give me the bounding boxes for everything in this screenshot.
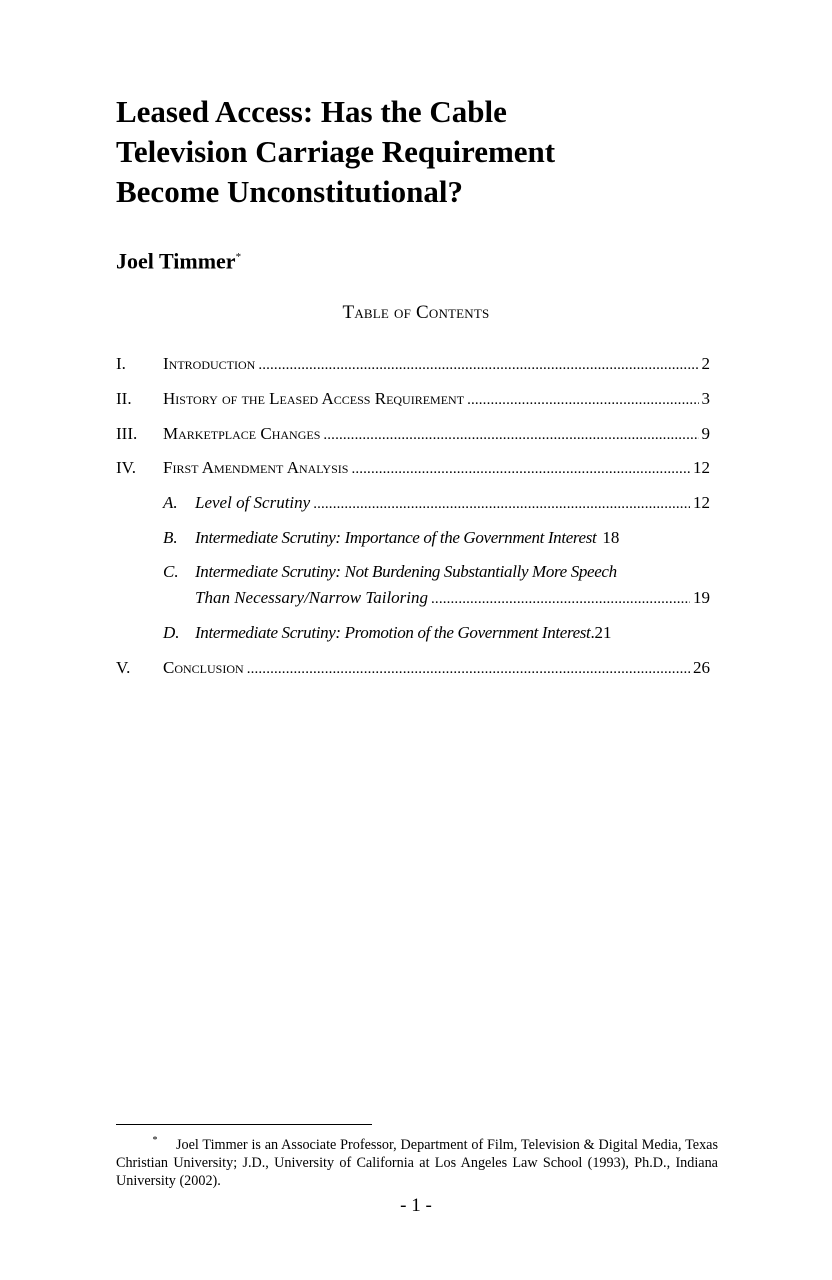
toc-entry-label-continued: Than Necessary/Narrow Tailoring bbox=[195, 588, 429, 607]
toc-entry-page: 21 bbox=[594, 623, 612, 642]
toc-entry-label: Intermediate Scrutiny: Not Burdening Substantially More Speech bbox=[195, 562, 617, 581]
toc-entry-label: History of the Leased Access Requirement bbox=[163, 389, 465, 408]
toc-entry-narrow-tailoring[interactable] bbox=[163, 560, 710, 584]
toc-entry-conclusion[interactable] bbox=[116, 656, 710, 680]
toc-entry-page: 18 bbox=[602, 528, 620, 547]
toc-entry-page: 9 bbox=[701, 424, 710, 443]
toc-entry-letter: C. bbox=[163, 562, 179, 581]
author-byline bbox=[116, 242, 241, 276]
toc-entry-number: II. bbox=[116, 389, 132, 408]
article-title-line: Television Carriage Requirement bbox=[116, 134, 556, 169]
article-title-line: Become Unconstitutional? bbox=[116, 174, 464, 209]
toc-entry-label: Level of Scrutiny bbox=[195, 493, 311, 512]
toc-entry-promotion-of-interest[interactable] bbox=[163, 621, 710, 645]
toc-dot-leader bbox=[431, 587, 690, 611]
footnote-text: Joel Timmer is an Associate Professor, Department of Film, Television & Digital Media, Texas Christian University; J.D., University of California at Los Angeles Law School (1993), Ph.D., Indiana University (2002). bbox=[116, 1137, 718, 1189]
toc-entry-introduction[interactable] bbox=[116, 352, 710, 376]
toc-entry-letter: D. bbox=[163, 623, 180, 642]
toc-entry-narrow-tailoring-continued[interactable] bbox=[195, 586, 710, 610]
article-title-line: Leased Access: Has the Cable bbox=[116, 94, 507, 129]
toc-dot-leader bbox=[258, 353, 698, 377]
toc-entry-page: 2 bbox=[701, 354, 710, 373]
toc-entry-first-amendment[interactable] bbox=[116, 456, 710, 480]
article-title bbox=[116, 92, 736, 212]
toc-entry-label: Conclusion bbox=[163, 658, 244, 677]
toc-entry-page: 26 bbox=[693, 658, 710, 677]
toc-entry-letter: B. bbox=[163, 528, 178, 547]
toc-entry-label: First Amendment Analysis bbox=[163, 458, 349, 477]
toc-entry-label: Marketplace Changes bbox=[163, 424, 321, 443]
author-name: Joel Timmer bbox=[116, 248, 236, 274]
toc-entry-importance-of-interest[interactable] bbox=[163, 526, 710, 550]
toc-entry-page: 12 bbox=[693, 458, 710, 477]
toc-entry-letter: A. bbox=[163, 493, 178, 512]
toc-entry-label: Intermediate Scrutiny: Promotion of the Government Interest bbox=[195, 623, 591, 642]
toc-entry-history[interactable] bbox=[116, 387, 710, 411]
toc-dot-leader bbox=[467, 388, 698, 412]
toc-entry-level-of-scrutiny[interactable] bbox=[163, 491, 710, 515]
toc-heading: Table of Contents bbox=[342, 302, 490, 323]
toc-entry-number: I. bbox=[116, 354, 126, 373]
toc-dot-leader bbox=[351, 457, 690, 481]
toc-entry-label: Intermediate Scrutiny: Importance of the Government Interest bbox=[195, 528, 597, 547]
toc-entry-number: IV. bbox=[116, 458, 136, 477]
toc-entry-label: Introduction bbox=[163, 354, 256, 373]
toc-entry-marketplace-changes[interactable] bbox=[116, 422, 710, 446]
author-footnote-marker[interactable]: * bbox=[235, 251, 242, 263]
footnote: * Joel Timmer is an Associate Professor, Department of Film, Television & Digital Media, Texas Christian University; J.D., University of California at Los Angeles Law School (1993), Ph.D., Indiana University (2002). bbox=[116, 1135, 718, 1189]
toc-entry-number: III. bbox=[116, 424, 138, 443]
toc-entry-page: 3 bbox=[701, 389, 710, 408]
toc-dot-leader bbox=[323, 423, 698, 447]
footnote-separator bbox=[116, 1124, 372, 1125]
toc-entry-number: V. bbox=[116, 658, 131, 677]
toc-entry-page: 19 bbox=[693, 588, 710, 607]
toc-dot-leader bbox=[313, 492, 690, 516]
toc-dot-leader: . bbox=[590, 623, 595, 642]
toc-dot-leader bbox=[247, 657, 690, 681]
page-number: - 1 - bbox=[400, 1195, 432, 1216]
toc-entry-page: 12 bbox=[693, 493, 710, 512]
